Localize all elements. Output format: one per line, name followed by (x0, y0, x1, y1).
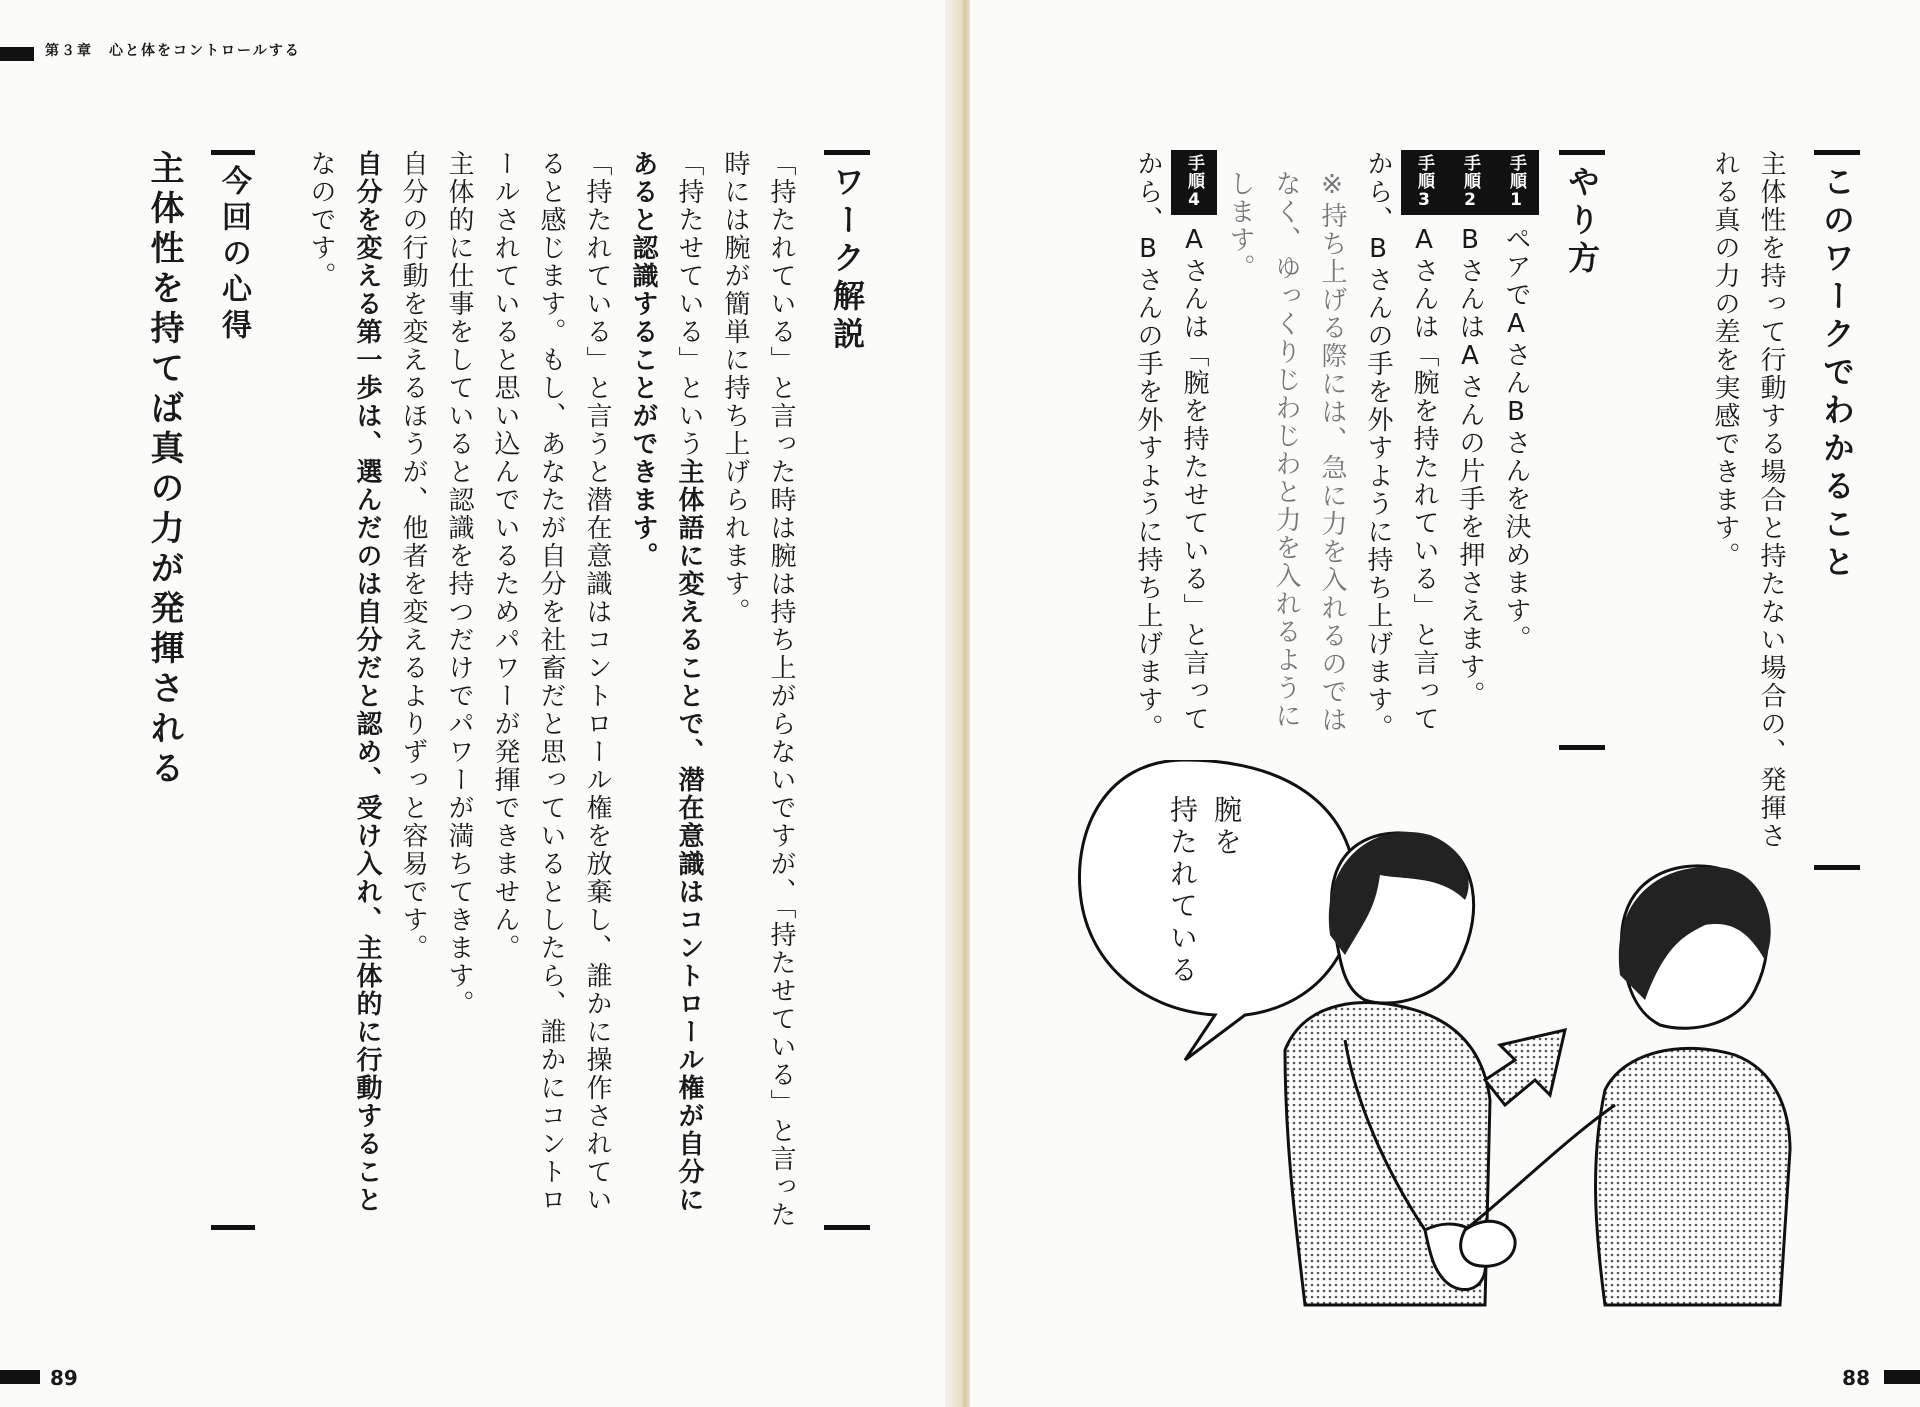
explanation-p2-bold: 主体語に変えることで、潜在意識はコントロール権が自分にあると認識することができます。 (628, 150, 704, 1214)
running-head: 第３章 心と体をコントロールする (45, 43, 301, 59)
step-4 (1125, 150, 1217, 750)
page-number: 88 (1842, 1366, 1870, 1390)
learn-heading: このワークでわかること (1814, 150, 1860, 870)
explanation-p1: 「持たれている」と言った時は腕は持ち上がらないですが、「持たせている」と言った時には腕が簡単に持ち上げられます。 (720, 150, 796, 1229)
left-page (0, 0, 955, 1407)
explanation-p2 (620, 150, 712, 1230)
learn-text: 主体性を持って行動する場合と持たない場合の、発揮される真の力の差を実感できます。 (1710, 150, 1786, 850)
kokoroe-text: 主体性を持てば真の力が発揮される (144, 150, 184, 790)
step-3 (1355, 150, 1447, 750)
up-right-arrow-icon (1485, 1030, 1565, 1105)
step-note (1217, 170, 1355, 750)
explanation-p3: 「持たれている」と言うと潜在意識はコントロール権を放棄し、誰かに操作されていると感じます。もし、あなたが自分を社畜だと思っているとしたら、誰かにコントロールされていると思い込んでいるためパワーが発揮できません。 (490, 150, 612, 1214)
page-number: 89 (50, 1366, 78, 1390)
kokoroe-block (140, 150, 255, 1230)
explanation-p4: 主体的に仕事をしていると認識を持つだけでパワーが満ちてきます。 (444, 150, 474, 1018)
kokoroe-heading: 今回の心得 (211, 150, 255, 1230)
step-1 (1493, 150, 1539, 750)
explanation-p5: 自分の行動を変えるほうが、他者を変えるよりずっと容易です。 (398, 150, 428, 962)
step-badge: 手順3 (1401, 150, 1447, 215)
step-badge: 手順1 (1493, 150, 1539, 215)
work-heading: ワーク解説 (824, 150, 870, 1230)
step-text: Aさんは「腕を持たれている」と言ってから、Bさんの手を外すように持ち上げます。 (1363, 150, 1439, 742)
explanation-p2-text: 「持たせている」という (674, 150, 704, 458)
note-text: ※持ち上げる際には、急に力を入れるのではなく、ゆっくりじわじわと力を入れるようにします。 (1225, 170, 1347, 734)
method-block (1125, 150, 1605, 750)
explanation-p6 (298, 150, 390, 1230)
header-bar (0, 47, 34, 61)
footer-bar (1884, 1370, 1920, 1384)
step-text: Aさんは「腕を持たせている」と言ってから、Bさんの手を外すように持ち上げます。 (1133, 150, 1209, 742)
speech-bubble-text: 腕を 持たれている (1166, 795, 1243, 987)
footer-bar (0, 1370, 40, 1384)
step-2 (1447, 150, 1493, 750)
step-badge: 手順2 (1447, 150, 1493, 215)
method-heading: やり方 (1559, 150, 1605, 750)
explanation-block (298, 150, 870, 1230)
step-text: BさんはAさんの片手を押さえます。 (1455, 225, 1485, 709)
step-text: ペアでAさんBさんを決めます。 (1501, 225, 1531, 653)
explanation-p6-text: なのです。 (306, 150, 336, 290)
step-badge: 手順4 (1171, 150, 1217, 215)
explanation-p6-bold: 自分を変える第一歩は、選んだのは自分だと認め、受け入れ、主体的に行動すること (352, 150, 382, 1214)
